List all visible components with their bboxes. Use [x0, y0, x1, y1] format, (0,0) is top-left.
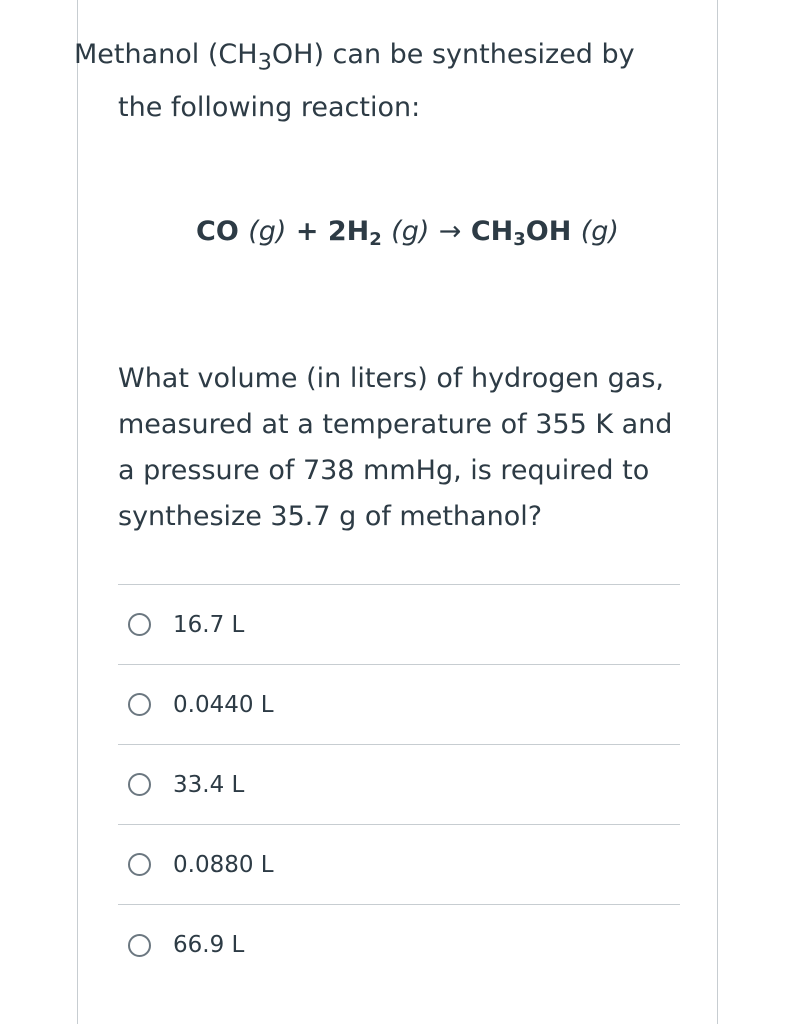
radio-button[interactable] — [128, 934, 151, 957]
reaction-arrow-icon: → — [438, 216, 462, 247]
state-gas: (g) — [248, 216, 287, 247]
product-rest: OH — [525, 216, 572, 247]
answer-option[interactable] — [118, 585, 680, 665]
intro-line-2: the following reaction: — [118, 92, 421, 124]
answer-option[interactable] — [118, 665, 680, 745]
plus-sign: + — [295, 216, 319, 247]
chemical-equation — [196, 216, 619, 250]
answer-label: 16.7 L — [173, 611, 245, 638]
reactant-h2-base: 2H — [327, 216, 370, 247]
answer-option[interactable] — [118, 905, 680, 985]
answer-list — [118, 584, 680, 985]
radio-button[interactable] — [128, 773, 151, 796]
product-methanol — [470, 216, 572, 250]
answer-label: 33.4 L — [173, 771, 245, 798]
intro-text-rest: OH) can be synthesized by — [271, 39, 635, 70]
answer-option[interactable] — [118, 745, 680, 825]
answer-label: 0.0880 L — [173, 851, 274, 878]
state-gas: (g) — [391, 216, 430, 247]
reactant-h2 — [327, 216, 382, 250]
reactant-co: CO — [196, 216, 239, 247]
answer-option[interactable] — [118, 825, 680, 905]
answer-label: 66.9 L — [173, 932, 245, 958]
reactant-h2-subscript: 2 — [369, 229, 382, 250]
radio-button[interactable] — [128, 613, 151, 636]
product-subscript: 3 — [513, 229, 526, 250]
question-text: What volume (in liters) of hydrogen gas, measured at a temperature of 355 K and a pressure of 738 mmHg, is required to synthesize 35.7 g of methanol? — [118, 363, 673, 532]
question-intro — [74, 32, 674, 131]
product-base: CH — [470, 216, 514, 247]
state-gas: (g) — [580, 216, 619, 247]
intro-subscript: 3 — [257, 49, 272, 76]
radio-button[interactable] — [128, 853, 151, 876]
answer-label: 0.0440 L — [173, 691, 274, 718]
radio-button[interactable] — [128, 693, 151, 716]
intro-text: Methanol (CH — [74, 39, 258, 70]
